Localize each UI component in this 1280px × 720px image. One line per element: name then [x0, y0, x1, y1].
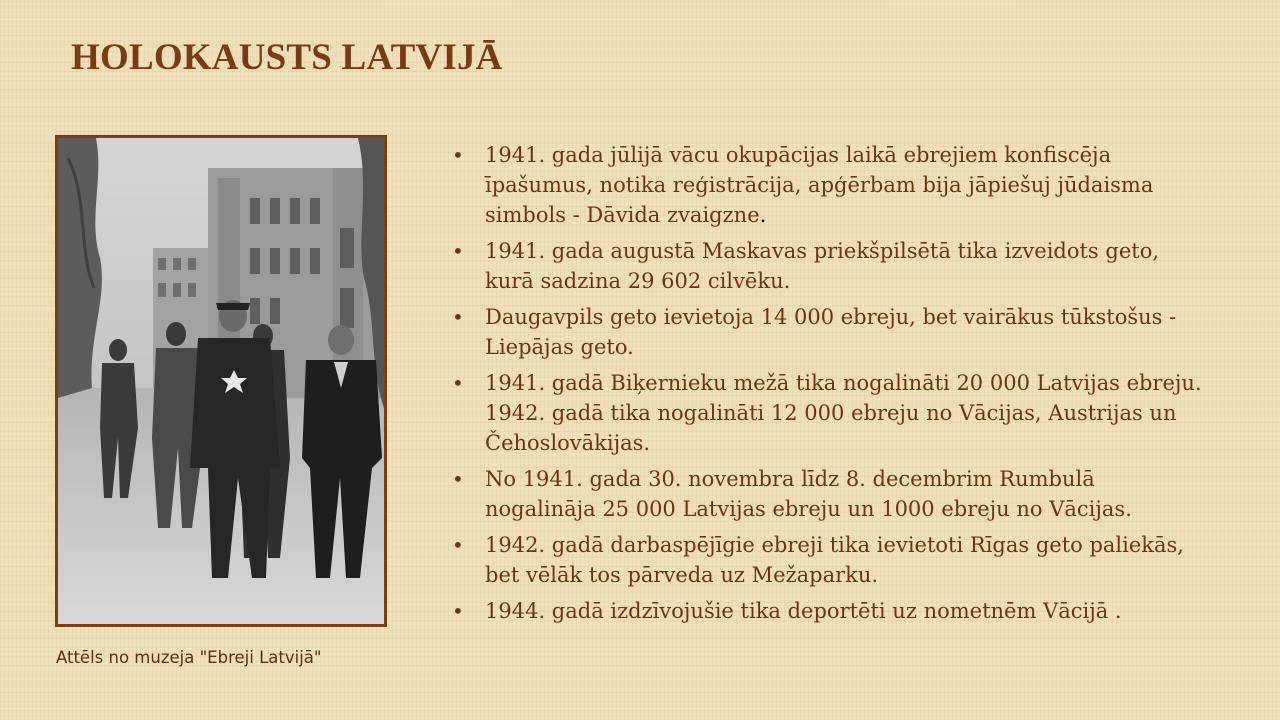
bullet-text: 1944. gadā izdzīvojušie tika deportēti uz nometnēm Vācijā .	[485, 599, 1122, 623]
bullet-text: No 1941. gada 30. novembra līdz 8. decembrim Rumbulā nogalināja 25 000 Latvijas ebreju un 1000 ebreju no Vācijas.	[485, 467, 1132, 521]
bullet-marker: •	[452, 305, 464, 329]
bullet-item	[452, 140, 1212, 230]
bullet-item	[452, 236, 1212, 296]
bullet-item	[452, 530, 1212, 590]
photo-caption: Attēls no muzeja "Ebreji Latvijā"	[56, 648, 322, 667]
bullet-text: 1941. gadā Biķernieku mežā tika nogalināti 20 000 Latvijas ebreju. 1942. gadā tika nogalināti 12 000 ebreju no Vācijas, Austrijas un Čehoslovākijas.	[485, 371, 1202, 455]
bullet-marker: •	[452, 143, 464, 167]
bullet-text: 1942. gadā darbaspējīgie ebreji tika ievietoti Rīgas geto paliekās, bet vēlāk tos pārveda uz Mežaparku.	[485, 533, 1184, 587]
bullet-marker: •	[452, 239, 464, 263]
photo-illustration	[58, 138, 384, 624]
bullet-marker: •	[452, 467, 464, 491]
bullet-item	[452, 464, 1212, 524]
bullet-list	[452, 140, 1212, 632]
bullet-text: 1941. gada augustā Maskavas priekšpilsētā tika izveidots geto, kurā sadzina 29 602 cilvēku.	[485, 239, 1160, 293]
bullet-marker: •	[452, 533, 464, 557]
bullet-text: Daugavpils geto ievietoja 14 000 ebreju, bet vairākus tūkstošus - Liepājas geto.	[485, 305, 1177, 359]
slide-title: HOLOKAUSTS LATVIJĀ	[71, 37, 503, 78]
bullet-end-mark: .	[759, 203, 767, 227]
bullet-marker: •	[452, 599, 464, 623]
bullet-text: 1941. gada jūlijā vācu okupācijas laikā ebrejiem konfiscēja īpašumus, notika reģistrācija, apģērbam bija jāpiešuj jūdaisma simbols - Dāvida zvaigzne	[485, 143, 1154, 227]
bullet-item	[452, 596, 1212, 626]
bullet-item	[452, 368, 1212, 458]
bullet-marker: •	[452, 371, 464, 395]
bullet-item	[452, 302, 1212, 362]
historical-photo	[55, 135, 387, 627]
